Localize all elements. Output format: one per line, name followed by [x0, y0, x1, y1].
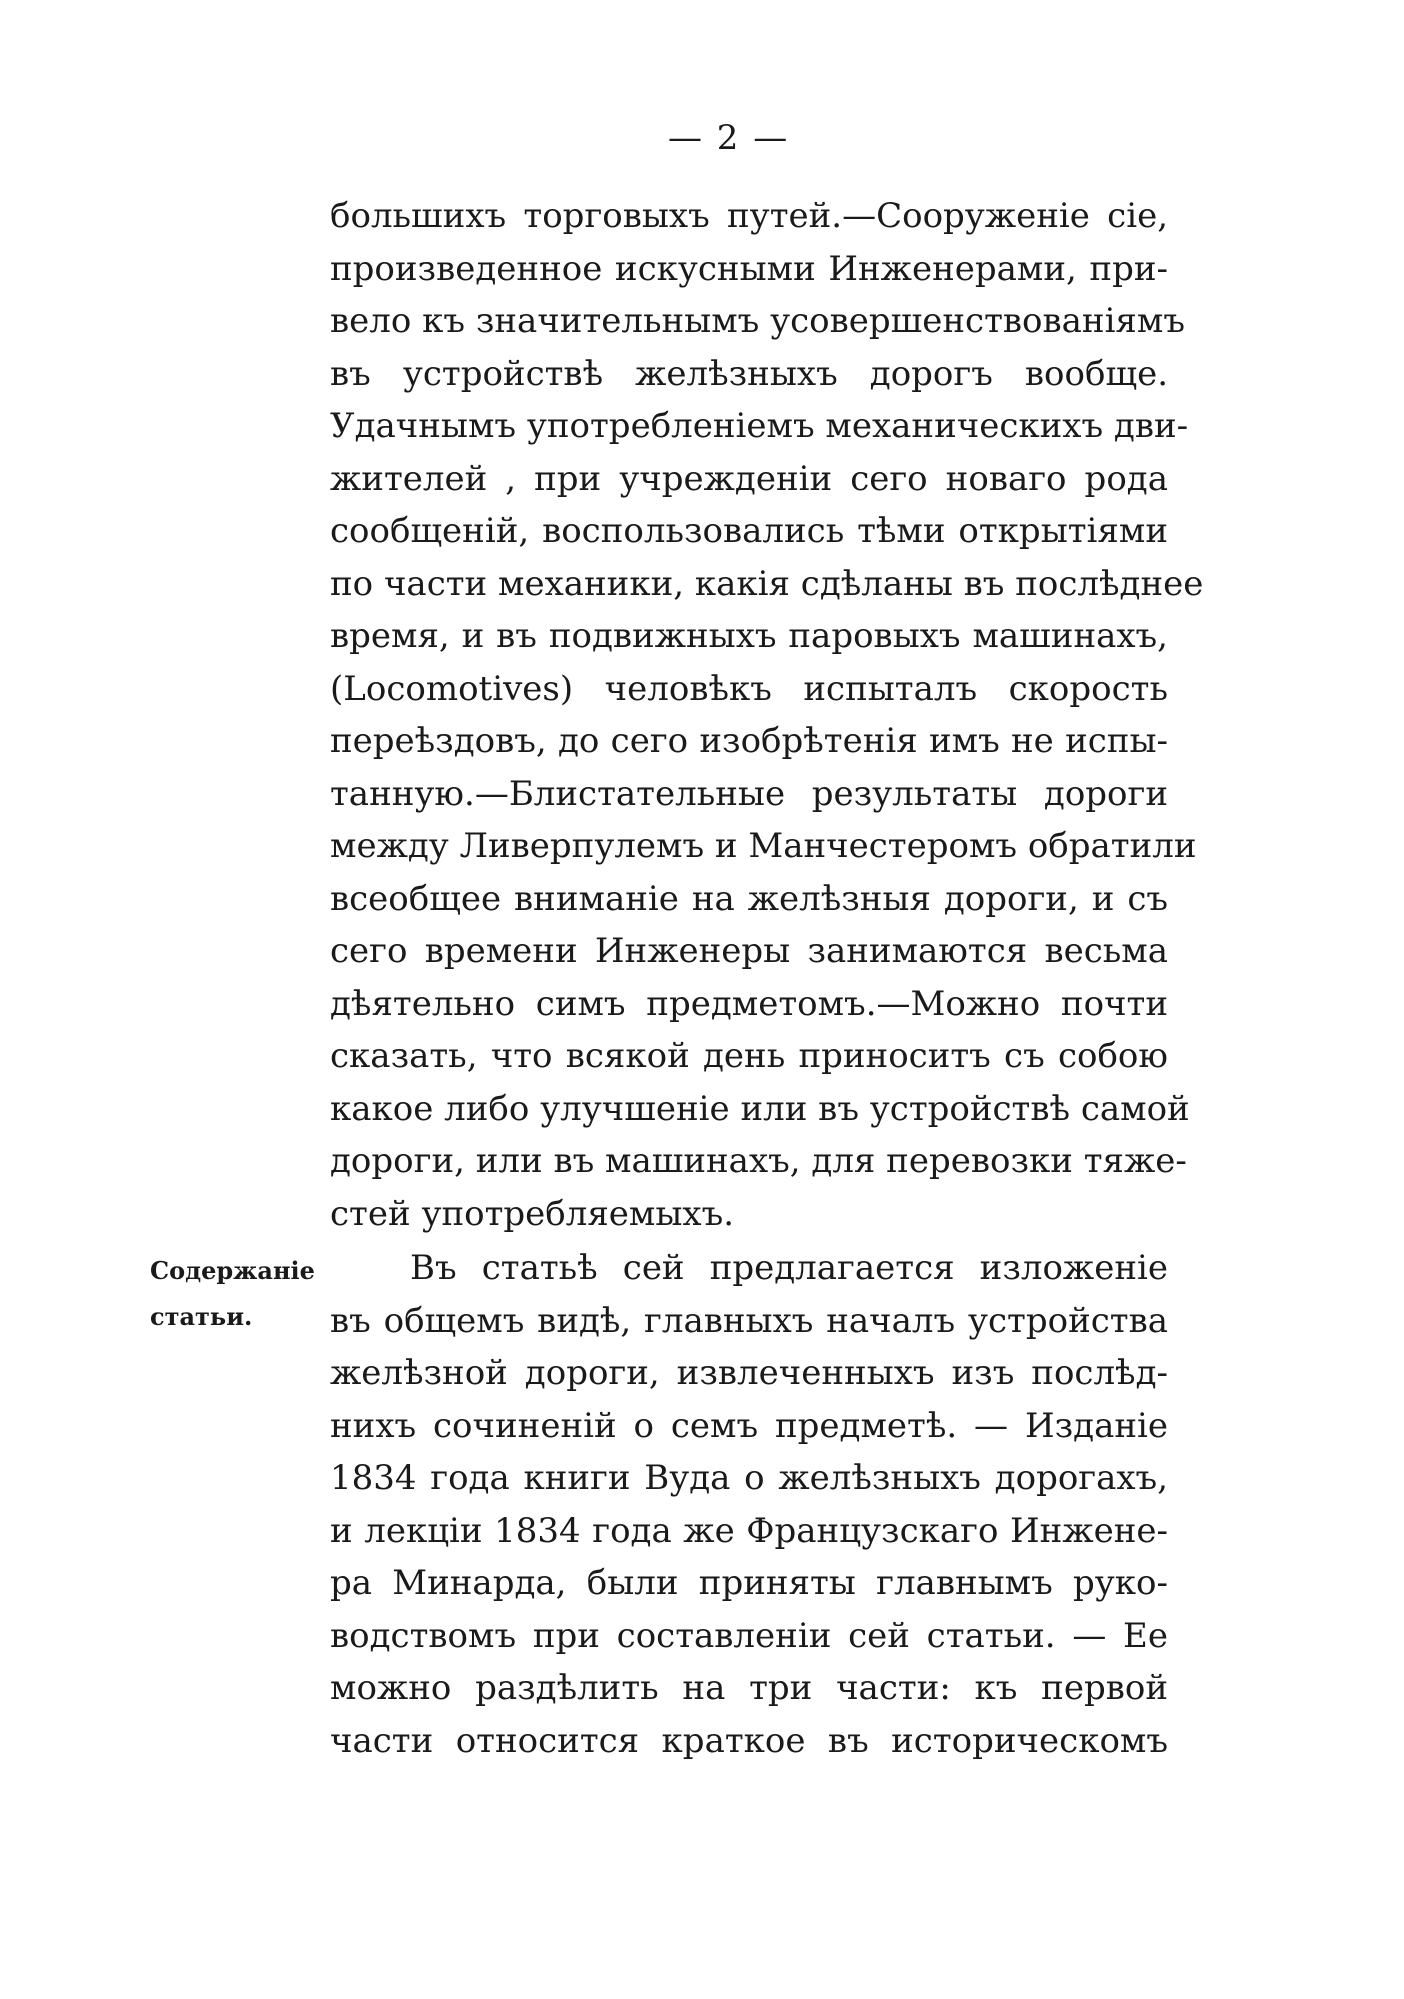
text-line: водствомъ при составленіи сей статьи. — Ее	[330, 1615, 1168, 1656]
text-line: сего времени Инженеры занимаются весьма	[330, 931, 1168, 971]
text-line: части относится краткое въ историческомъ	[330, 1720, 1168, 1761]
margin-note-line: Содержаніе	[150, 1256, 315, 1285]
text-line: какое либо улучшеніе или въ устройствѣ самой	[330, 1088, 1190, 1129]
text-line: стей употребляемыхъ.	[330, 1193, 735, 1234]
text-line: въ общемъ видѣ, главныхъ началъ устройства	[330, 1300, 1168, 1341]
text-line: между Ливерпулемъ и Манчестеромъ обратили	[330, 826, 1197, 866]
text-line: переѣздовъ, до сего изобрѣтенія имъ не испы-	[330, 721, 1168, 761]
text-line: сообщеній, воспользовались тѣми открытіями	[330, 511, 1168, 551]
text-line: вело къ значительнымъ усовершенствованіямъ	[330, 301, 1185, 341]
text-line: сказать, что всякой день приноситъ съ собою	[330, 1036, 1168, 1076]
paragraph-contents	[330, 1242, 1168, 1767]
text-line: и лекціи 1834 года же Французскаго Инжене-	[330, 1510, 1168, 1551]
text-line: желѣзной дороги, извлеченныхъ изъ послѣд-	[330, 1353, 1168, 1393]
text-line: Въ статьѣ сей предлагается изложеніе	[410, 1248, 1168, 1288]
text-line: жителей , при учрежденіи сего новаго рода	[330, 458, 1168, 499]
text-line: дороги, или въ машинахъ, для перевозки тяже-	[330, 1141, 1187, 1181]
text-line: можно раздѣлить на три части: къ первой	[330, 1668, 1168, 1708]
margin-note-line: статьи.	[150, 1302, 253, 1331]
text-line: въ устройствѣ желѣзныхъ дорогъ вообще.	[330, 353, 1168, 394]
page-number: — 2 —	[668, 118, 790, 158]
text-line: Удачнымъ употребленіемъ механическихъ дви-	[330, 406, 1189, 446]
text-line: (Locomotives) человѣкъ испыталъ скорость	[330, 668, 1168, 709]
text-line: танную.—Блистательные результаты дороги	[330, 773, 1168, 814]
margin-note	[150, 1248, 320, 1340]
text-line: большихъ торговыхъ путей.—Сооруженіе сіе,	[330, 196, 1168, 236]
text-line: произведенное искусными Инженерами, при-	[330, 248, 1168, 289]
text-line: нихъ сочиненій о семъ предметѣ. — Изданіе	[330, 1405, 1168, 1446]
text-line: ра Минарда, были приняты главнымъ руко-	[330, 1563, 1168, 1603]
paragraph-history	[330, 190, 1204, 1240]
text-line: дѣятельно симъ предметомъ.—Можно почти	[330, 983, 1168, 1024]
text-line: всеобщее вниманіе на желѣзныя дороги, и съ	[330, 878, 1168, 919]
text-line: время, и въ подвижныхъ паровыхъ машинахъ,	[330, 616, 1168, 656]
text-line: 1834 года книги Вуда о желѣзныхъ дорогахъ,	[330, 1458, 1168, 1498]
text-line: по части механики, какія сдѣланы въ послѣднее	[330, 563, 1204, 604]
